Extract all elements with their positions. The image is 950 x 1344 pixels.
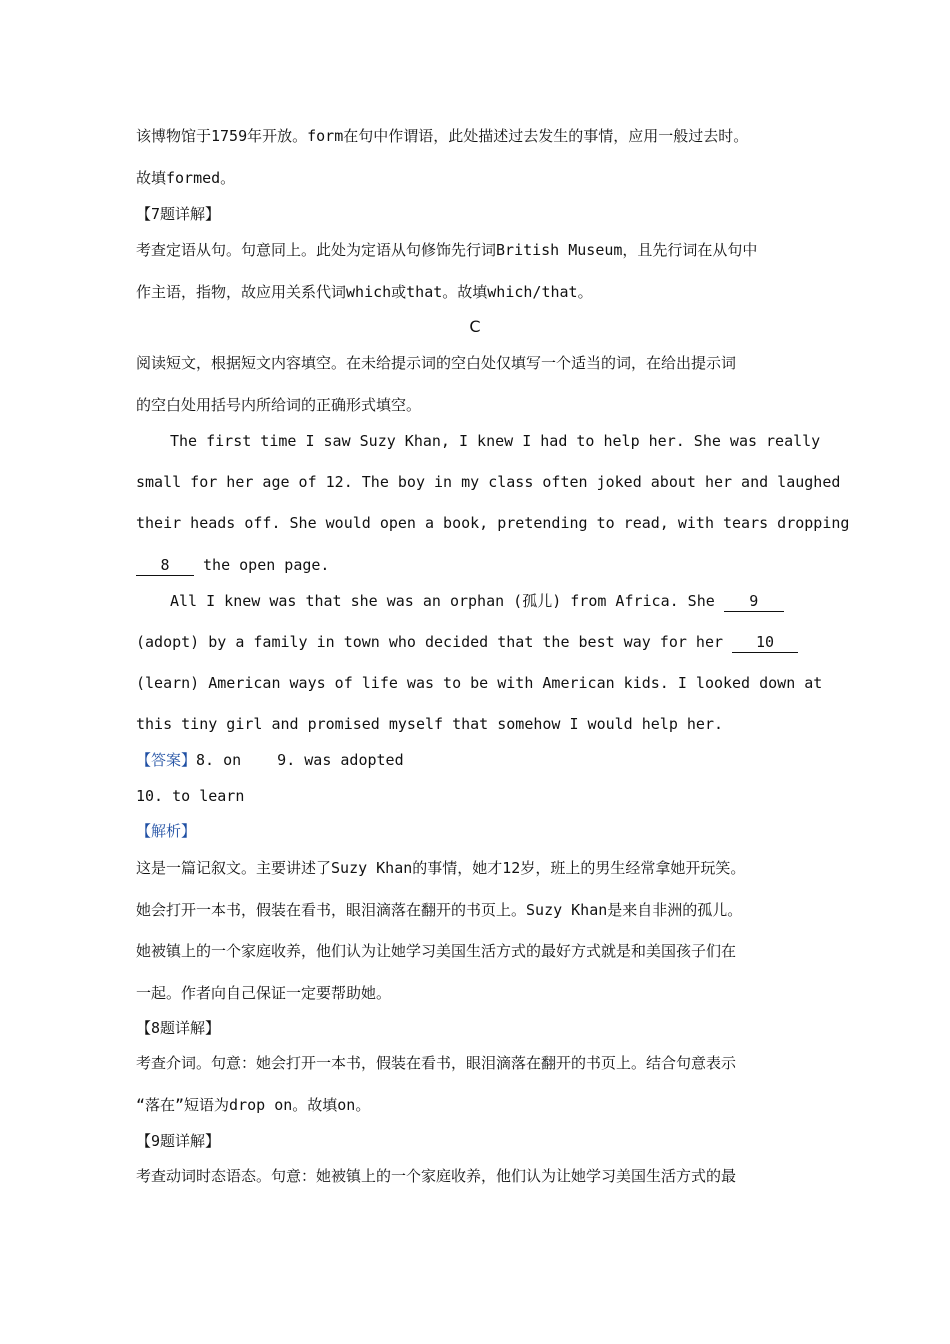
answer-blank-10: 10 — [732, 632, 798, 653]
answer-label: 【答案】 — [136, 751, 197, 769]
section-heading: 【9题详解】 — [136, 1132, 221, 1150]
text-line: “落在”短语为drop on。故填on。 — [136, 1096, 371, 1114]
passage-line: (learn) American ways of life was to be with American kids. I looked down at — [136, 674, 823, 692]
text-line: 该博物馆于1759年开放。form在句中作谓语，此处描述过去发生的事情，应用一般过去时。 — [136, 127, 749, 145]
answer-blank-8: 8 — [136, 555, 194, 576]
passage-line: this tiny girl and promised myself that somehow I would help her. — [136, 715, 723, 733]
analysis-label: 【解析】 — [136, 822, 197, 840]
answer-line: 【答案】8. on 9. was adopted — [136, 751, 404, 769]
text-line: 考查定语从句。句意同上。此处为定语从句修饰先行词British Museum，且先行词在从句中 — [136, 241, 758, 259]
passage-line: All I knew was that she was an orphan (孤儿) from Africa. She 9 — [170, 590, 784, 612]
section-heading: 【8题详解】 — [136, 1019, 221, 1037]
answer-blank-9: 9 — [724, 591, 784, 612]
analysis-line: 她被镇上的一个家庭收养，他们认为让她学习美国生活方式的最好方式就是和美国孩子们在 — [136, 942, 737, 960]
analysis-line: 她会打开一本书，假装在看书，眼泪滴落在翻开的书页上。Suzy Khan是来自非洲的孤儿。 — [136, 901, 743, 919]
text-line: 作主语，指物，故应用关系代词which或that。故填which/that。 — [136, 283, 593, 301]
analysis-line: 这是一篇记叙文。主要讲述了Suzy Khan的事情，她才12岁，班上的男生经常拿她开玩笑。 — [136, 859, 746, 877]
passage-line: The first time I saw Suzy Khan, I knew I had to help her. She was really — [170, 432, 821, 450]
passage-line: their heads off. She would open a book, pretending to read, with tears dropping — [136, 514, 850, 532]
text-line: 考查动词时态语态。句意：她被镇上的一个家庭收养，他们认为让她学习美国生活方式的最 — [136, 1167, 737, 1185]
text-line: 考查介词。句意：她会打开一本书，假装在看书，眼泪滴落在翻开的书页上。结合句意表示 — [136, 1054, 737, 1072]
passage-line: small for her age of 12. The boy in my class often joked about her and laughed — [136, 473, 841, 491]
instruction-line: 阅读短文，根据短文内容填空。在未给提示词的空白处仅填写一个适当的词，在给出提示词 — [136, 354, 737, 372]
section-heading: 【7题详解】 — [136, 205, 221, 223]
text-line: 故填formed。 — [136, 169, 236, 187]
analysis-line: 一起。作者向自己保证一定要帮助她。 — [136, 984, 392, 1002]
passage-line: (adopt) by a family in town who decided that the best way for her 10 — [136, 631, 798, 653]
instruction-line: 的空白处用括号内所给词的正确形式填空。 — [136, 396, 422, 414]
section-letter: C — [469, 317, 481, 336]
answer-line: 10. to learn — [136, 787, 245, 805]
passage-line: 8 the open page. — [136, 554, 329, 576]
